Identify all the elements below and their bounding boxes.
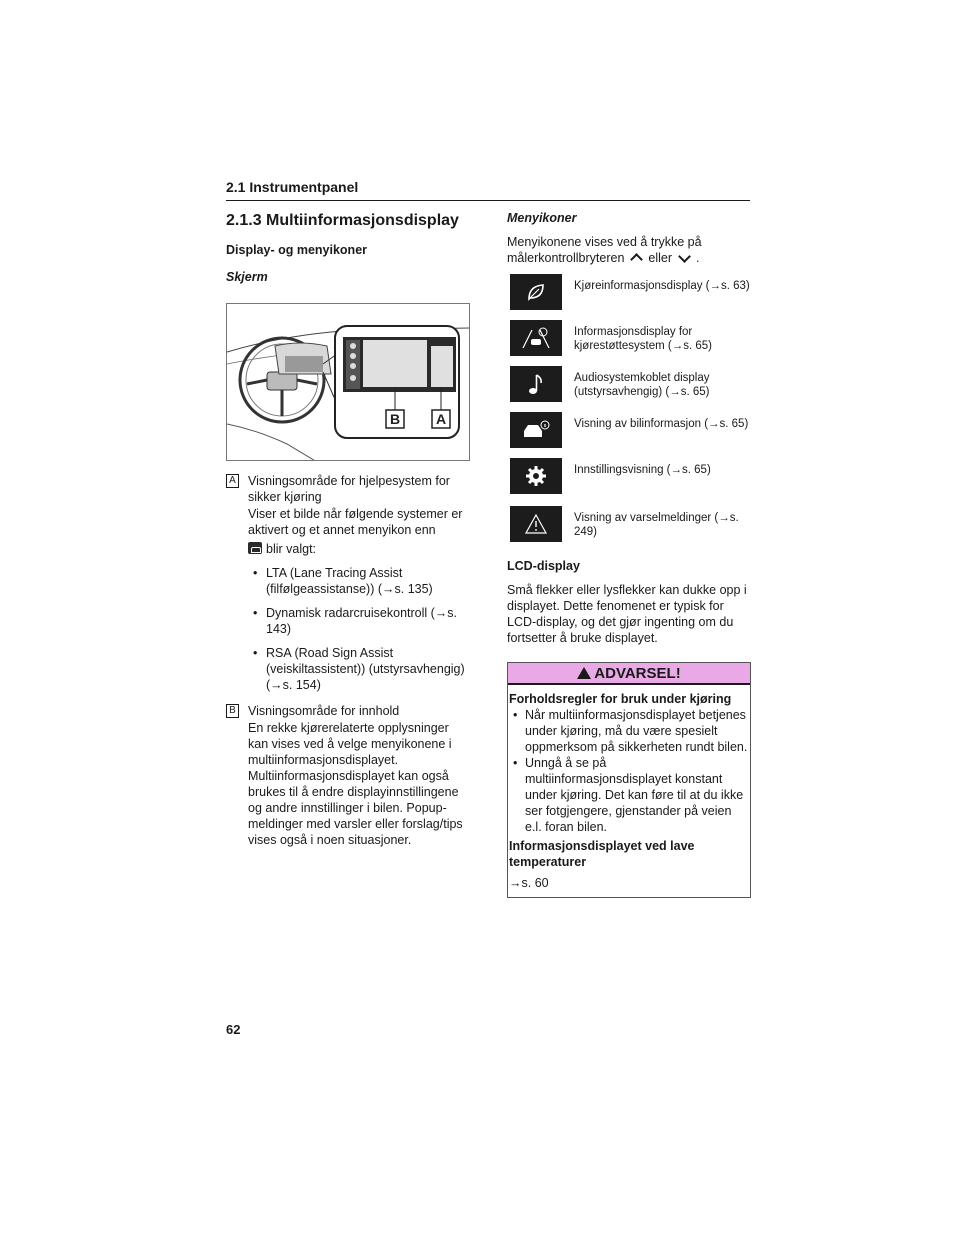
item-a-desc-end: blir valgt: <box>266 542 317 556</box>
item-a-title: Visningsområde for hjelpesystem for sikker kjøring <box>248 474 450 504</box>
driver-assist-icon <box>510 320 562 356</box>
warning-heading-text: ADVARSEL! <box>594 665 681 682</box>
warning-title-temperature: Informasjonsdisplayet ved lave temperaturer <box>509 839 695 869</box>
page-header <box>226 178 750 201</box>
subhead-display-icons: Display- og menyikoner <box>226 243 368 257</box>
warning-icon <box>510 506 562 542</box>
warning-title-driving: Forholdsregler for bruk under kjøring <box>509 692 732 706</box>
menu-intro-or: eller <box>648 251 673 265</box>
page-number: 62 <box>226 1022 241 1037</box>
header-title: 2.1 Instrumentpanel <box>226 179 359 195</box>
chevron-down-icon <box>678 250 691 263</box>
music-note-icon <box>510 366 562 402</box>
dashboard-illustration <box>227 304 470 461</box>
menu-intro-text: Menyikonene vises ved å trykke på målerkontrollbryteren <box>507 235 702 265</box>
menu-item-settings <box>510 458 751 496</box>
menu-item-audio <box>510 366 751 404</box>
menu-item-warnings <box>510 506 751 544</box>
gear-icon <box>510 458 562 494</box>
item-b <box>226 703 472 848</box>
menu-label-driver-assist: Informasjonsdisplay for kjørestøttesystem (→s. 65) <box>574 326 713 352</box>
menu-label-car-info: Visning av bilinformasjon (→s. 65) <box>574 418 749 430</box>
lcd-title: LCD-display <box>507 559 580 573</box>
subhead-screen: Skjerm <box>226 270 268 284</box>
warning-bullet-1: • Når multiinformasjonsdisplayet betjenes under kjøring, må du være spesielt oppmerksom på sikkerheten rundt bilen. <box>509 707 750 755</box>
menu-item-driver-assist <box>510 320 751 358</box>
menu-icons-title: Menyikoner <box>507 211 577 225</box>
warning-ref: →s. 60 <box>509 876 549 890</box>
item-a-desc: Viser et bilde når følgende systemer er aktivert og et annet menyikon enn <box>248 507 463 537</box>
menu-intro <box>507 234 751 266</box>
item-b-desc: En rekke kjørerelaterte opplysninger kan vises ved å velge menyikonene i multiinformasjonsdisplayet. Multiinformasjonsdisplayet kan også brukes til å endre displayinnstillingene og andre innstillinger i bilen. Popup-meldinger med varsler eller forslag/tips vises også i noen situasjoner. <box>248 721 463 847</box>
figure-label-b: B <box>389 411 401 427</box>
menu-label-warnings: Visning av varselmeldinger (→s. 249) <box>574 512 739 538</box>
item-b-title: Visningsområde for innhold <box>248 704 400 718</box>
car-assist-icon <box>248 542 262 554</box>
item-a-bullet-3: • RSA (Road Sign Assist (veiskiltassistent)) (utstyrsavhengig) (→s. 154) <box>248 645 472 693</box>
left-column <box>226 208 472 849</box>
item-b-letter: B <box>226 704 239 718</box>
right-column <box>507 208 751 898</box>
chevron-up-icon <box>630 253 643 266</box>
item-a <box>226 473 472 693</box>
section-title: 2.1.3 Multiinformasjonsdisplay <box>226 212 459 229</box>
warning-body <box>508 685 750 897</box>
dashboard-figure <box>226 303 470 461</box>
item-a-bullet-1: • LTA (Lane Tracing Assist (filfølgeassistanse)) (→s. 135) <box>248 565 472 597</box>
menu-label-driving-info: Kjøreinformasjonsdisplay (→s. 63) <box>574 280 750 292</box>
warning-heading <box>508 663 750 685</box>
menu-intro-end: . <box>695 251 700 265</box>
menu-label-audio: Audiosystemkoblet display (utstyrsavhengig) (→s. 65) <box>574 372 710 398</box>
menu-item-car-info <box>510 412 751 450</box>
item-a-bullet-2: • Dynamisk radarcruisekontroll (→s. 143) <box>248 605 472 637</box>
menu-icon-list <box>510 274 751 544</box>
warning-box <box>507 662 751 898</box>
leaf-icon <box>510 274 562 310</box>
menu-label-settings: Innstillingsvisning (→s. 65) <box>574 464 711 476</box>
warning-triangle-icon <box>577 667 591 679</box>
car-info-icon <box>510 412 562 448</box>
figure-label-a: A <box>435 411 447 427</box>
menu-item-driving-info <box>510 274 751 312</box>
item-a-letter: A <box>226 474 239 488</box>
warning-bullet-2: • Unngå å se på multiinformasjonsdisplayet konstant under kjøring. Det kan føre til at du ikke ser fotgjengere, gjenstander på veien e.l. foran bilen. <box>509 755 750 835</box>
lcd-text: Små flekker eller lysflekker kan dukke opp i displayet. Dette fenomenet er typisk for LCD-display, og det gjør ingenting om du fortsetter å bruke displayet. <box>507 583 747 645</box>
